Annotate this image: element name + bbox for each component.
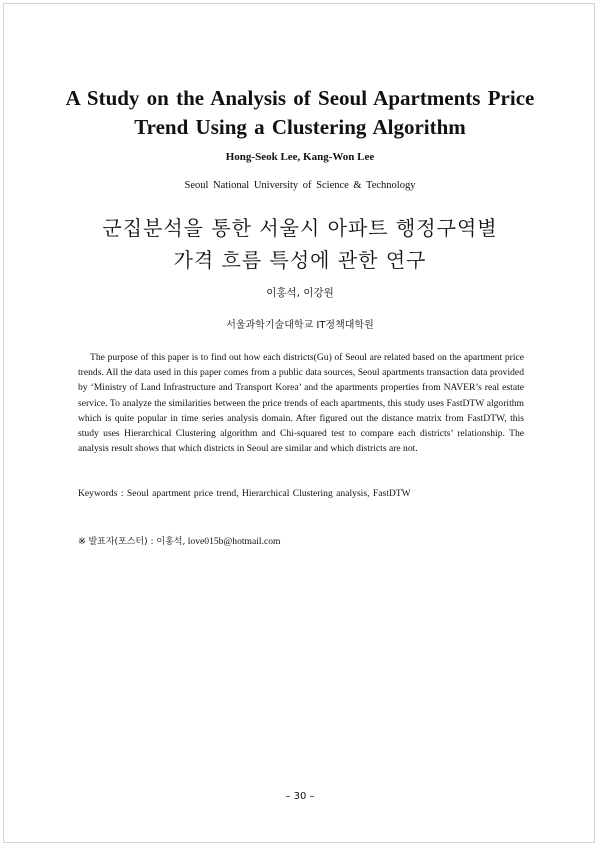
korean-affiliation: 서울과학기술대학교 IT정책대학원 — [226, 320, 374, 331]
korean-title-line-2: 가격 흐름 특성에 관한 연구 — [173, 248, 427, 272]
korean-title-line-1: 군집분석을 통한 서울시 아파트 행정구역별 — [102, 216, 498, 240]
english-title-line-2: Trend Using a Clustering Algorithm — [134, 115, 466, 139]
english-affiliation: Seoul National University of Science & Technology — [184, 180, 416, 191]
keywords-value: Seoul apartment price trend, Hierarchical Clustering analysis, FastDTW — [126, 488, 411, 499]
page-number: – 30 – — [285, 791, 315, 802]
english-title — [40, 84, 560, 142]
reference-mark-icon: ※ — [78, 536, 87, 547]
keywords-label: Keywords : — [78, 488, 124, 499]
presenter-label: 발표자(포스터) : 이홍석, — [88, 537, 186, 547]
english-title-line-1: A Study on the Analysis of Seoul Apartments Price — [65, 86, 535, 110]
keywords — [78, 488, 524, 499]
abstract: The purpose of this paper is to find out how each districts(Gu) of Seoul are related based on the apartment price trends. All the data used in this paper comes from a public data sources, Seoul apartments transaction data provided by ‘Ministry of Land Infrastructure and Transport Korea’ and the apartments properties from NAVER’s real estate service. To analyze the similarities between the price trends of each apartments, this study uses FastDTW algorithm which is quite popular in time series analysis domain. After figured out the distance matrix from FastDTW, this study uses Hierarchical Clustering algorithm and Chi-squared test to compare each districts’ relationship. The analysis result shows that which districts in Seoul are similar and which districts are not. — [78, 352, 524, 455]
presenter-email[interactable]: love015b@hotmail.com — [187, 536, 281, 547]
korean-authors: 이홍석, 이강원 — [266, 287, 334, 299]
presenter-note — [78, 534, 524, 547]
korean-title — [40, 212, 560, 276]
english-authors: Hong-Seok Lee, Kang-Won Lee — [225, 151, 375, 163]
